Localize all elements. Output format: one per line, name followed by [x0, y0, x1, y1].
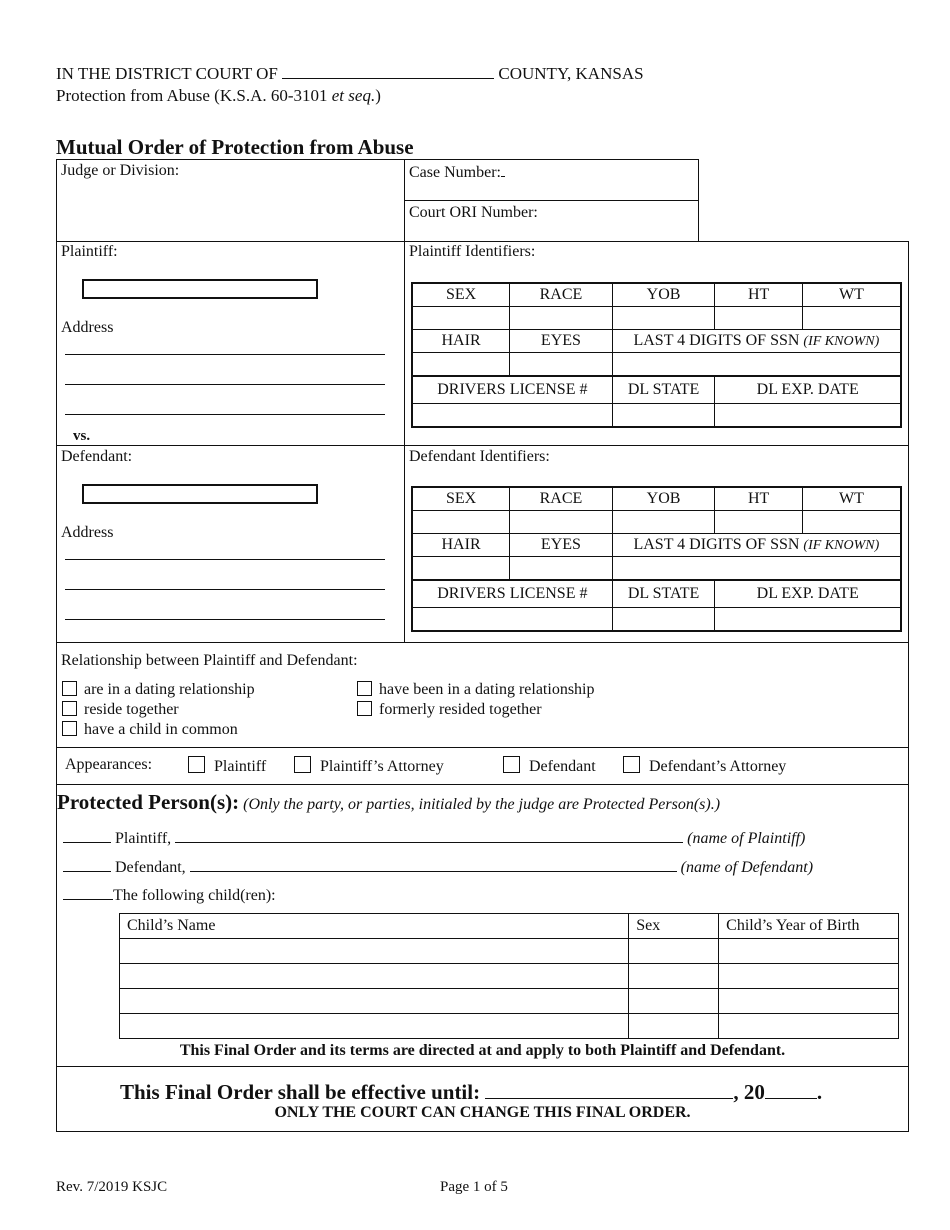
plaintiff-name-field[interactable] — [82, 279, 318, 299]
ssn-header: LAST 4 DIGITS OF SSN (IF KNOWN) — [612, 330, 901, 353]
court-change-notice: ONLY THE COURT CAN CHANGE THIS FINAL ORDER. — [274, 1104, 691, 1121]
id-header: EYES — [510, 330, 613, 353]
effective-year-blank[interactable] — [765, 1082, 817, 1099]
child-sex-cell[interactable] — [629, 1014, 719, 1039]
checkbox[interactable] — [623, 756, 640, 773]
id-input[interactable] — [802, 307, 901, 330]
id-input[interactable] — [612, 307, 715, 330]
checkbox[interactable] — [62, 721, 77, 736]
relationship-option[interactable]: formerly resided together — [357, 700, 594, 720]
child-name-cell[interactable] — [120, 939, 629, 964]
plaintiff-label: Plaintiff: — [61, 243, 118, 260]
children-table — [119, 913, 899, 1039]
defendant-label: Defendant: — [61, 448, 133, 465]
page-title: Mutual Order of Protection from Abuse — [56, 135, 414, 159]
plaintiff-identifier-table — [411, 282, 902, 428]
appearance-option[interactable]: Plaintiff’s Attorney — [294, 756, 444, 776]
id-header: RACE — [510, 487, 613, 511]
child-name-cell[interactable] — [120, 964, 629, 989]
id-header: DRIVERS LICENSE # — [412, 580, 612, 608]
defendant-identifiers-label: Defendant Identifiers: — [409, 448, 550, 465]
checkbox[interactable] — [294, 756, 311, 773]
relationship-options-left — [62, 680, 255, 740]
defendant-address-line-1[interactable] — [65, 559, 385, 560]
defendant-address-line-3[interactable] — [65, 619, 385, 620]
plaintiff-initial-blank[interactable] — [63, 828, 111, 843]
effective-line: This Final Order shall be effective until: , 20 . — [120, 1080, 823, 1104]
appearance-option[interactable]: Defendant’s Attorney — [623, 756, 786, 776]
checkbox[interactable] — [503, 756, 520, 773]
id-header: DL EXP. DATE — [715, 376, 901, 404]
defendant-identifier-table — [411, 486, 902, 632]
id-header: EYES — [510, 534, 613, 557]
checkbox[interactable] — [62, 701, 77, 716]
dl-state-input[interactable] — [612, 608, 715, 632]
id-input[interactable] — [510, 353, 613, 377]
id-header: HAIR — [412, 534, 510, 557]
dl-exp-input[interactable] — [715, 404, 901, 428]
dl-state-input[interactable] — [612, 404, 715, 428]
id-input[interactable] — [612, 511, 715, 534]
page-number: Page 1 of 5 — [440, 1179, 508, 1195]
id-input[interactable] — [412, 557, 510, 581]
plaintiff-address-line-2[interactable] — [65, 384, 385, 385]
appearance-option[interactable]: Plaintiff — [188, 756, 266, 776]
id-header: HT — [715, 487, 803, 511]
protected-heading: Protected Person(s): (Only the party, or parties, initialed by the judge are Protected Person(s).) — [57, 790, 721, 814]
dl-input[interactable] — [412, 404, 612, 428]
checkbox[interactable] — [357, 681, 372, 696]
id-input[interactable] — [715, 511, 803, 534]
protected-children-line: The following child(ren): — [63, 885, 276, 905]
protected-plaintiff-line: Plaintiff, (name of Plaintiff) — [63, 828, 805, 848]
defendant-address-label: Address — [61, 524, 114, 541]
judge-division-label: Judge or Division: — [61, 162, 180, 179]
statute-line: Protection from Abuse (K.S.A. 60-3101 et seq.) — [56, 86, 381, 105]
revision-label: Rev. 7/2019 KSJC — [56, 1179, 168, 1195]
children-header-sex: Sex — [629, 914, 719, 939]
relationship-option[interactable]: reside together — [62, 700, 255, 720]
id-input[interactable] — [412, 307, 510, 330]
id-header: SEX — [412, 283, 510, 307]
checkbox[interactable] — [357, 701, 372, 716]
plaintiff-address-label: Address — [61, 319, 114, 336]
appearance-option[interactable]: Defendant — [503, 756, 596, 776]
ssn-input[interactable] — [612, 353, 901, 377]
checkbox[interactable] — [188, 756, 205, 773]
ssn-header: LAST 4 DIGITS OF SSN (IF KNOWN) — [612, 534, 901, 557]
plaintiff-address-line-1[interactable] — [65, 354, 385, 355]
defendant-address-line-2[interactable] — [65, 589, 385, 590]
id-input[interactable] — [412, 353, 510, 377]
child-name-cell[interactable] — [120, 989, 629, 1014]
checkbox[interactable] — [62, 681, 77, 696]
ssn-input[interactable] — [612, 557, 901, 581]
plaintiff-identifiers-label: Plaintiff Identifiers: — [409, 243, 536, 260]
dl-input[interactable] — [412, 608, 612, 632]
defendant-name-blank[interactable] — [190, 857, 677, 872]
dl-exp-input[interactable] — [715, 608, 901, 632]
id-input[interactable] — [510, 307, 613, 330]
appearances-label: Appearances: — [65, 756, 153, 773]
id-header: RACE — [510, 283, 613, 307]
id-header: DL STATE — [612, 376, 715, 404]
children-header-name: Child’s Name — [120, 914, 629, 939]
id-header: HAIR — [412, 330, 510, 353]
child-sex-cell[interactable] — [629, 939, 719, 964]
defendant-initial-blank[interactable] — [63, 857, 111, 872]
county-blank[interactable] — [282, 64, 494, 79]
relationship-label: Relationship between Plaintiff and Defendant: — [61, 652, 358, 669]
children-initial-blank[interactable] — [63, 885, 113, 900]
id-header: DL EXP. DATE — [715, 580, 901, 608]
court-heading: IN THE DISTRICT COURT OF COUNTY, KANSAS — [56, 64, 644, 83]
relationship-option[interactable]: have a child in common — [62, 720, 255, 740]
plaintiff-name-blank[interactable] — [175, 828, 683, 843]
directed-note: This Final Order and its terms are directed at and apply to both Plaintiff and Defendant. — [179, 1042, 786, 1059]
relationship-option[interactable]: have been in a dating relationship — [357, 680, 594, 700]
court-ori-label: Court ORI Number: — [409, 204, 538, 221]
child-yob-cell[interactable] — [719, 939, 899, 964]
child-yob-cell[interactable] — [719, 1014, 899, 1039]
plaintiff-address-line-3[interactable] — [65, 414, 385, 415]
relationship-option[interactable]: are in a dating relationship — [62, 680, 255, 700]
id-input[interactable] — [510, 557, 613, 581]
child-yob-cell[interactable] — [719, 964, 899, 989]
id-header: HT — [715, 283, 803, 307]
protected-defendant-line: Defendant, (name of Defendant) — [63, 857, 813, 877]
id-input[interactable] — [715, 307, 803, 330]
vs-label: vs. — [73, 428, 91, 444]
child-yob-cell[interactable] — [719, 989, 899, 1014]
case-number-label: Case Number: — [409, 164, 505, 182]
id-input[interactable] — [412, 511, 510, 534]
effective-date-blank[interactable] — [485, 1082, 733, 1099]
relationship-options-right — [357, 680, 594, 720]
child-sex-cell[interactable] — [629, 989, 719, 1014]
id-header: SEX — [412, 487, 510, 511]
id-input[interactable] — [802, 511, 901, 534]
id-header: WT — [802, 487, 901, 511]
id-header: YOB — [612, 487, 715, 511]
id-input[interactable] — [510, 511, 613, 534]
defendant-name-field[interactable] — [82, 484, 318, 504]
id-header: DL STATE — [612, 580, 715, 608]
id-header: WT — [802, 283, 901, 307]
children-header-yob: Child’s Year of Birth — [719, 914, 899, 939]
child-sex-cell[interactable] — [629, 964, 719, 989]
id-header: DRIVERS LICENSE # — [412, 376, 612, 404]
child-name-cell[interactable] — [120, 1014, 629, 1039]
id-header: YOB — [612, 283, 715, 307]
